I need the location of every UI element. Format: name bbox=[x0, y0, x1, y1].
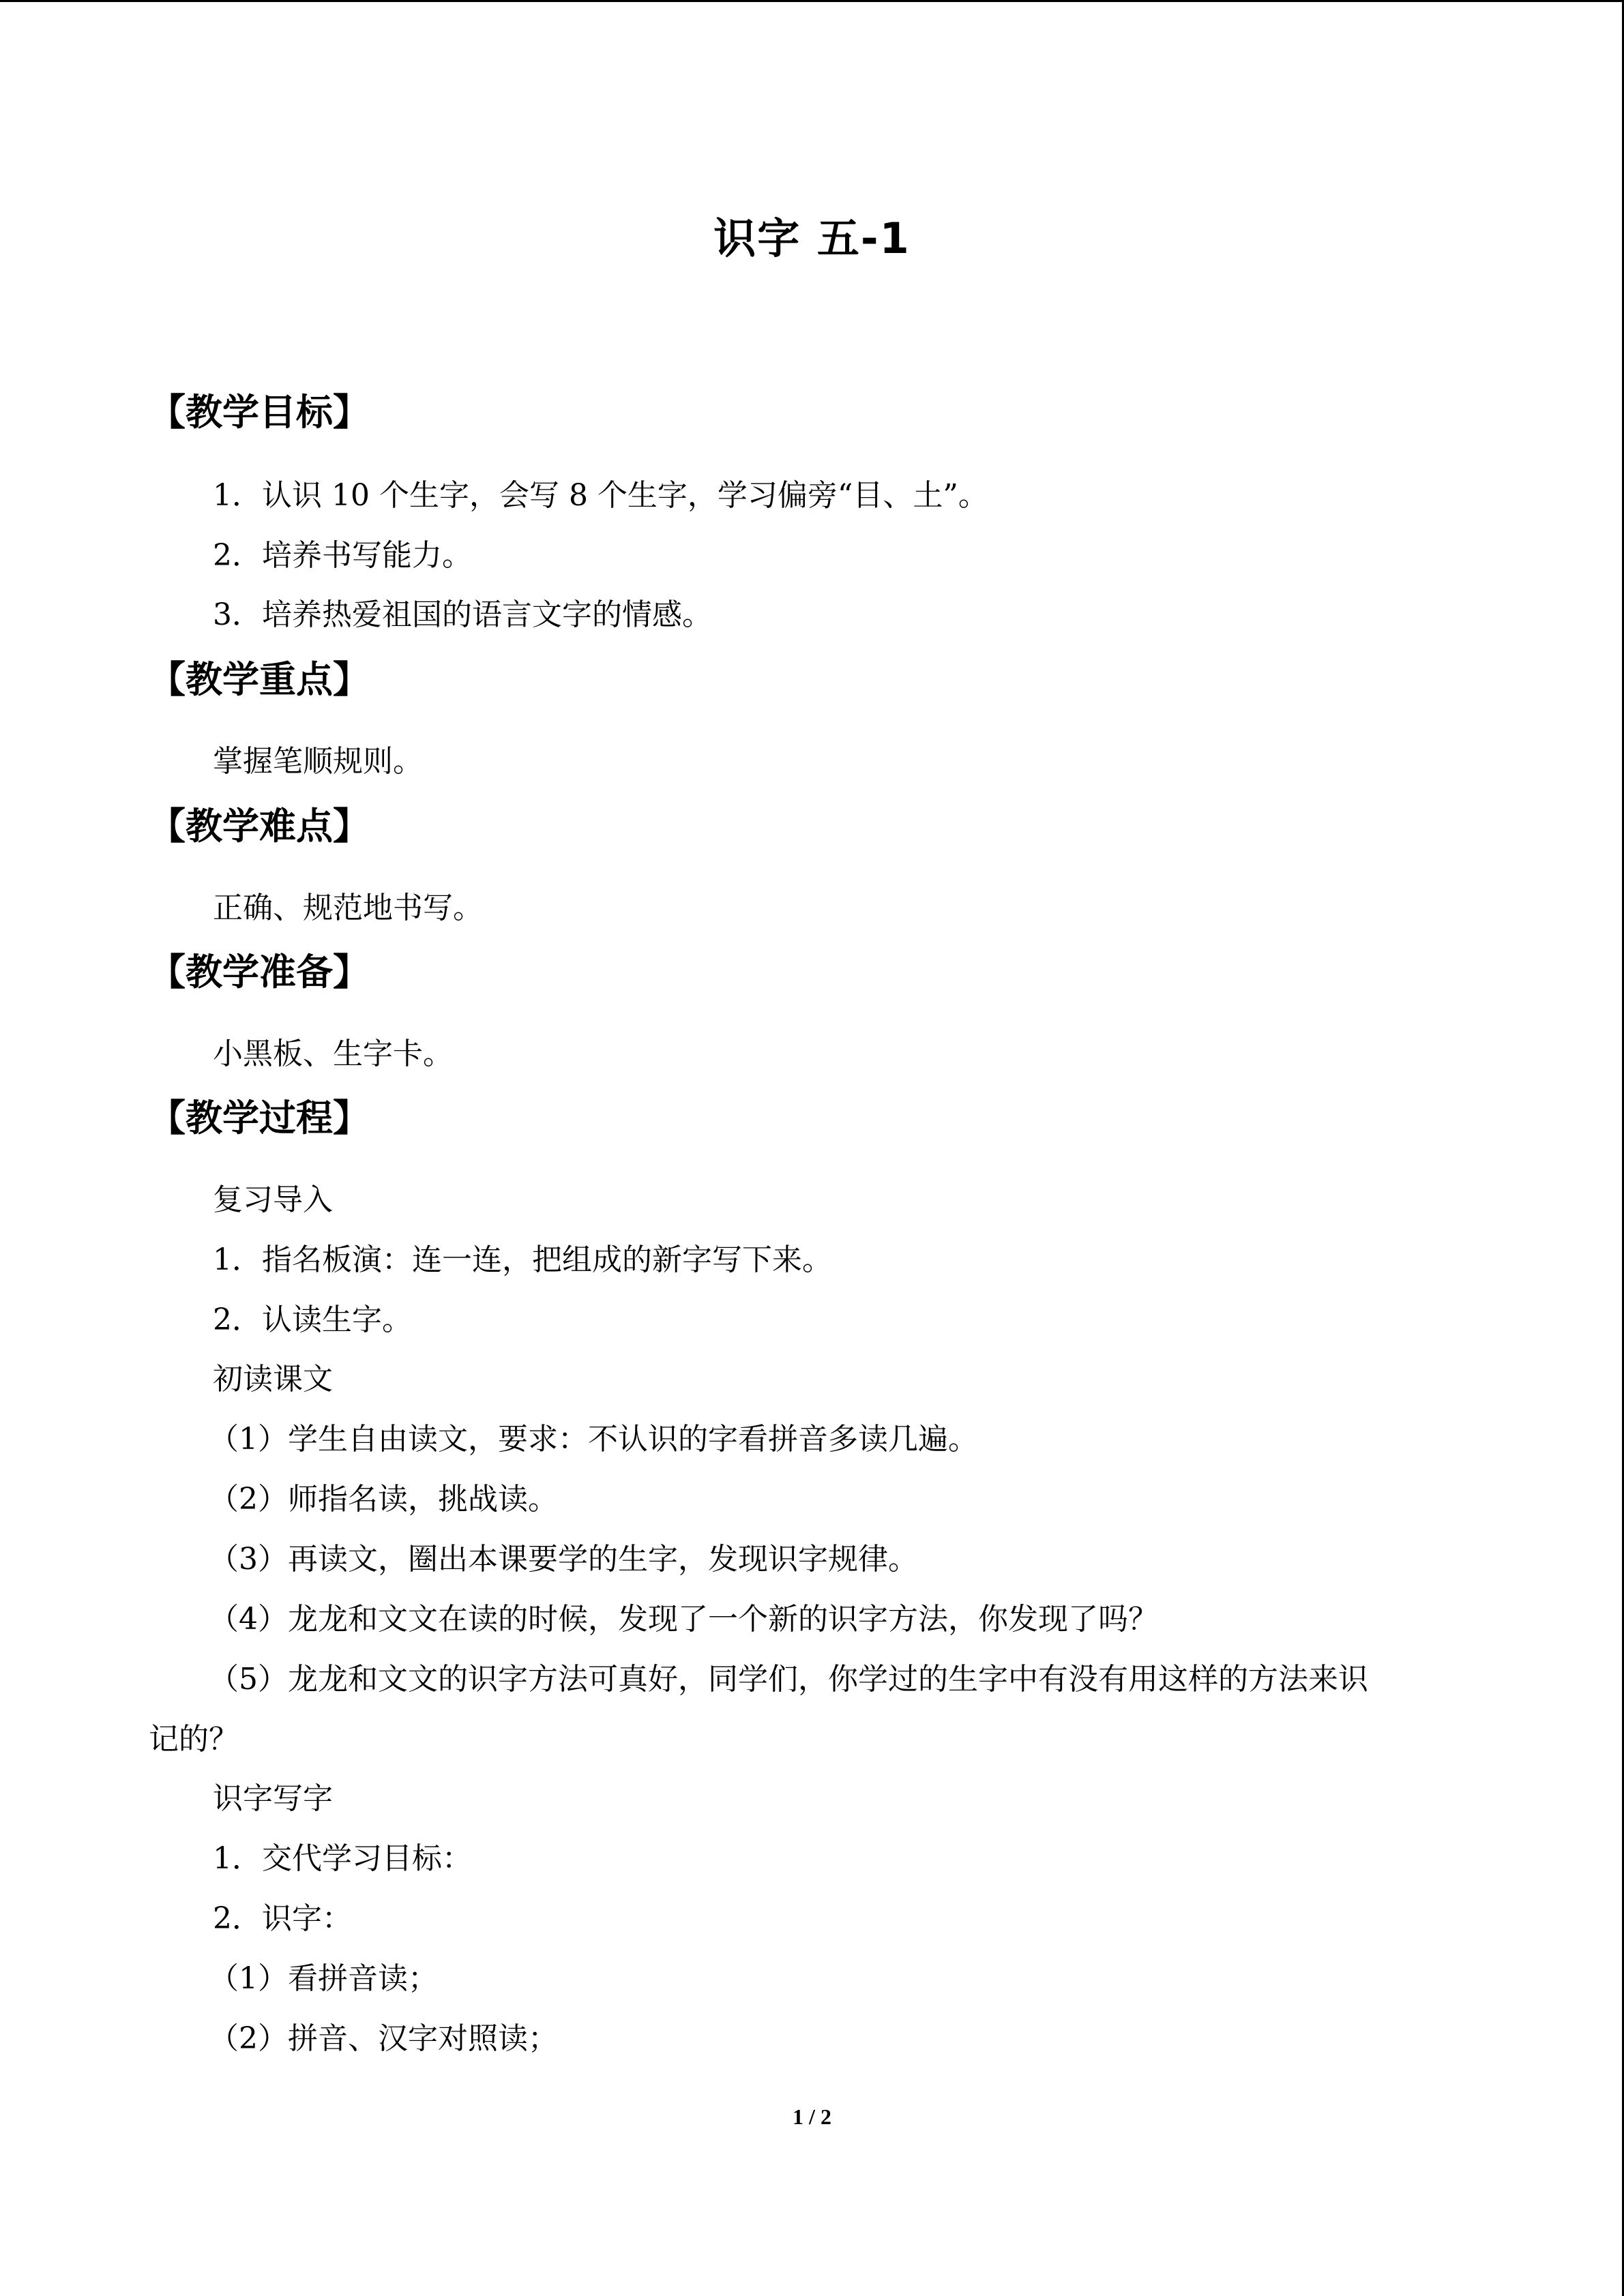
first-reading-continuation: 记的？ bbox=[149, 1722, 239, 1757]
heading-key-points: 【教学重点】 bbox=[149, 658, 370, 701]
objective-item: 3．培养热爱祖国的语言文字的情感。 bbox=[213, 597, 712, 632]
review-item: 2．认读生字。 bbox=[213, 1302, 412, 1337]
heading-difficulties: 【教学难点】 bbox=[149, 805, 370, 848]
literacy-writing-sub-item: （1）看拼音读； bbox=[209, 1961, 438, 1996]
first-reading-item: （3）再读文，圈出本课要学的生字，发现识字规律。 bbox=[209, 1542, 918, 1577]
page-number: 1 / 2 bbox=[793, 2104, 831, 2129]
review-label: 复习导入 bbox=[213, 1182, 333, 1217]
first-reading-label: 初读课文 bbox=[213, 1362, 333, 1397]
first-reading-item: （2）师指名读，挑战读。 bbox=[209, 1482, 558, 1517]
literacy-writing-sub-item: （2）拼音、汉字对照读； bbox=[209, 2021, 558, 2056]
first-reading-item: （1）学生自由读文，要求：不认识的字看拼音多读几遍。 bbox=[209, 1422, 978, 1457]
heading-process: 【教学过程】 bbox=[149, 1097, 370, 1139]
first-reading-item: （4）龙龙和文文在读的时候，发现了一个新的识字方法，你发现了吗？ bbox=[209, 1602, 1158, 1637]
objective-item: 1．认识 10 个生字，会写 8 个生字，学习偏旁“目、土”。 bbox=[213, 478, 988, 513]
key-points-text: 掌握笔顺规则。 bbox=[213, 744, 423, 779]
page-title: 识字 五-1 bbox=[713, 213, 911, 263]
first-reading-item: （5）龙龙和文文的识字方法可真好，同学们，你学过的生字中有没有用这样的方法来识 bbox=[209, 1662, 1368, 1697]
literacy-writing-item: 1．交代学习目标： bbox=[213, 1841, 472, 1876]
literacy-writing-item: 2．识字： bbox=[213, 1901, 352, 1936]
heading-preparation: 【教学准备】 bbox=[149, 951, 370, 994]
review-item: 1．指名板演：连一连，把组成的新字写下来。 bbox=[213, 1242, 832, 1277]
literacy-writing-label: 识字写字 bbox=[213, 1781, 333, 1816]
preparation-text: 小黑板、生字卡。 bbox=[213, 1037, 453, 1071]
objective-item: 2．培养书写能力。 bbox=[213, 538, 472, 573]
heading-objectives: 【教学目标】 bbox=[149, 391, 370, 434]
difficulties-text: 正确、规范地书写。 bbox=[213, 891, 483, 925]
